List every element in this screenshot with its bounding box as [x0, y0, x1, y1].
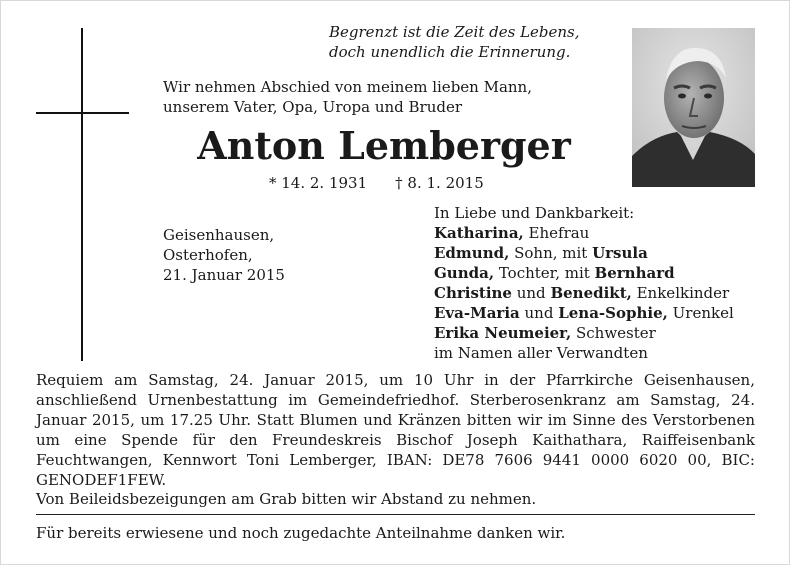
requiem-text: Requiem am Samstag, 24. Januar 2015, um 10 Uhr in der Pfarrkirche Geisenhausen, anschließend Urnenbestattung im Gemeindefriedhof. Sterberosenkranz am Samstag, 24. Januar 2015, um 17.25 Uhr. Statt Blumen und Kränzen bitten wir im Sinne des Verstorbenen um eine Spende für den Freundeskreis Bischof Joseph Kaithathara, Raiffeisenbank Feuchtwangen, Kennwort Toni Lemberger, IBAN: DE78 7606 9441 0000 6020 00, BIC: GENODEF1FEW. [36, 371, 755, 489]
family-row [434, 283, 734, 303]
memorial-verse [329, 22, 609, 62]
family-list [434, 203, 734, 363]
place-line-1: Geisenhausen, [163, 226, 275, 244]
relation: Tochter, mit [494, 264, 595, 282]
relative-name: Lena-Sophie, [558, 304, 668, 322]
deceased-name: Anton Lemberger [197, 123, 571, 168]
family-row [434, 243, 734, 263]
relative-name: Erika Neumeier, [434, 324, 572, 342]
family-row [434, 303, 734, 323]
relation: Schwester [571, 324, 656, 342]
portrait-photo [632, 28, 755, 187]
birth-date: * 14. 2. 1931 [269, 174, 368, 192]
relation: und [519, 304, 559, 322]
family-row [434, 323, 734, 343]
family-row [434, 263, 734, 283]
farewell-intro [163, 77, 605, 117]
relation: Ehefrau [523, 224, 590, 242]
cross-icon-horizontal [36, 112, 129, 114]
life-dates [269, 173, 484, 193]
divider [36, 514, 755, 515]
family-closing: im Namen aller Verwandten [434, 344, 648, 362]
thanks-note: Für bereits erwiesene und noch zugedachte Anteilnahme danken wir. [36, 524, 566, 542]
cross-icon-vertical [81, 28, 83, 361]
relative-name: Eva-Maria [434, 304, 520, 322]
relative-name: Katharina, [434, 224, 524, 242]
relation: und [511, 284, 551, 302]
relation: Enkelkinder [631, 284, 730, 302]
intro-line-2: unserem Vater, Opa, Uropa und Bruder [163, 98, 463, 116]
verse-line-1: Begrenzt ist die Zeit des Lebens, [329, 23, 580, 41]
relative-name: Ursula [592, 244, 648, 262]
relative-name: Benedikt, [550, 284, 632, 302]
relative-name: Christine [434, 284, 512, 302]
verse-line-2: doch unendlich die Erinnerung. [329, 43, 571, 61]
relative-name: Bernhard [594, 264, 675, 282]
relation: Sohn, mit [509, 244, 593, 262]
relative-name: Edmund, [434, 244, 510, 262]
relation: Urenkel [667, 304, 734, 322]
intro-line-1: Wir nehmen Abschied von meinem lieben Mann, [163, 78, 532, 96]
death-date: † 8. 1. 2015 [395, 174, 484, 192]
portrait-icon [632, 28, 755, 187]
place-line-3: 21. Januar 2015 [163, 266, 285, 284]
place-line-2: Osterhofen, [163, 246, 253, 264]
condolence-note: Von Beileidsbezeigungen am Grab bitten wir Abstand zu nehmen. [36, 490, 537, 508]
relative-name: Gunda, [434, 264, 495, 282]
family-row [434, 223, 734, 243]
family-heading: In Liebe und Dankbarkeit: [434, 204, 635, 222]
place-and-date [163, 225, 285, 285]
